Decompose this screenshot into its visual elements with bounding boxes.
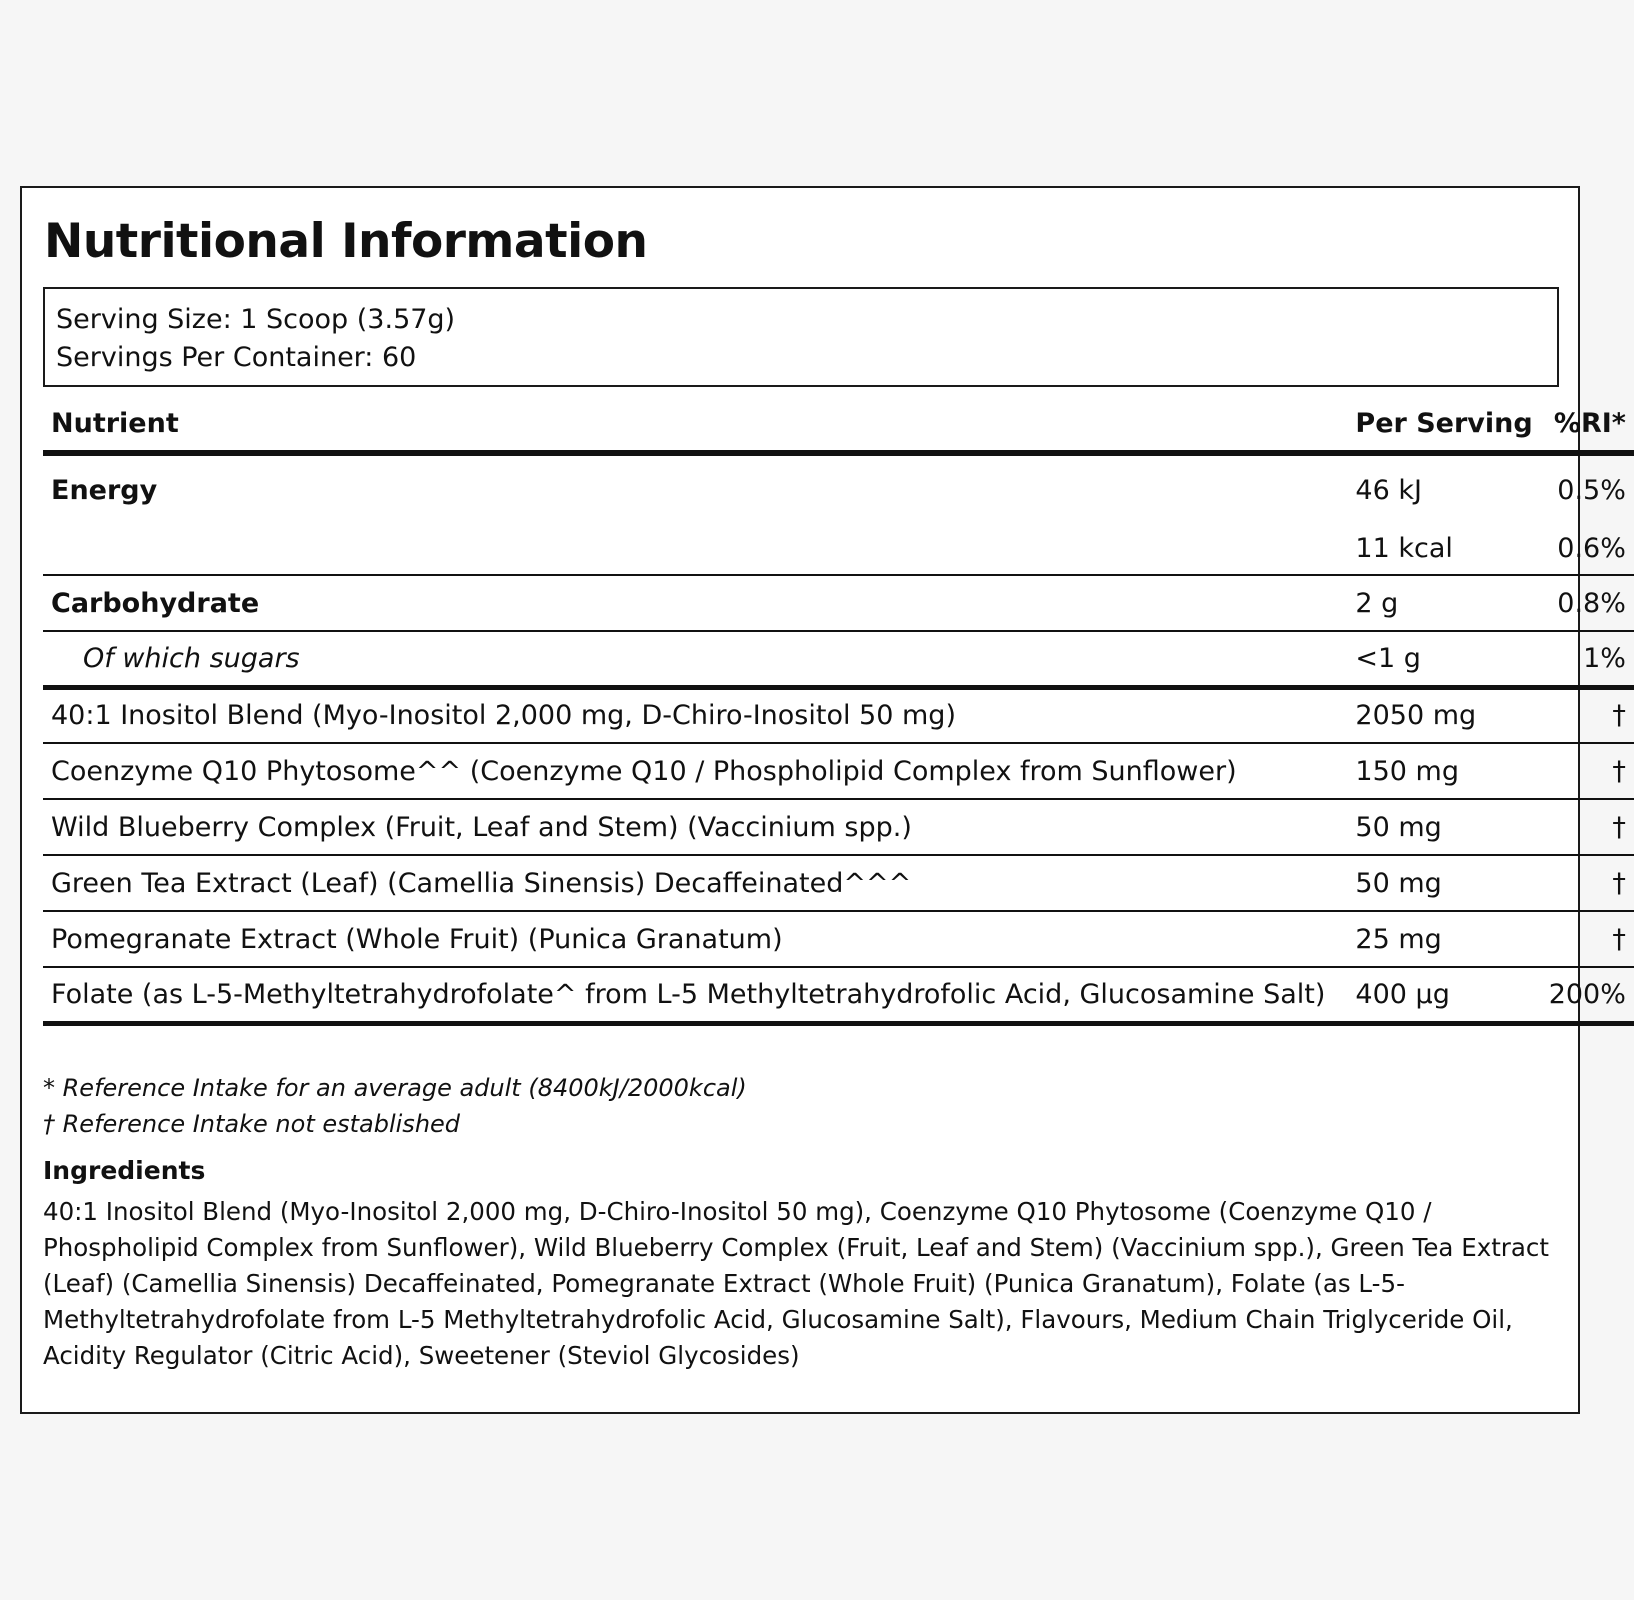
- ingredient-value: 150 mg: [1355, 755, 1459, 787]
- ingredient-ri: †: [1612, 923, 1626, 955]
- nutrition-panel: [20, 186, 1626, 1414]
- energy-kcal-value: 11 kcal: [1355, 533, 1453, 564]
- ingredient-label: Folate (as L-5-Methyltetrahydrofolate^ from L-5 Methyltetrahydrofolic Acid, Glucosamine Salt): [51, 978, 1326, 1010]
- header-nutrient: Nutrient: [51, 408, 179, 439]
- sugars-ri: 1%: [1583, 642, 1626, 674]
- serving-size: Serving Size: 1 Scoop (3.57g): [56, 304, 456, 335]
- footnote-dagger: † Reference Intake not established: [43, 1110, 461, 1138]
- table-row: [43, 687, 1634, 743]
- energy-kj-value: 46 kJ: [1355, 475, 1422, 506]
- ingredient-value: 50 mg: [1355, 811, 1442, 843]
- energy-kcal-ri: 0.6%: [1557, 533, 1626, 564]
- footnote-ri: * Reference Intake for an average adult (8400kJ/2000kcal): [43, 1074, 747, 1102]
- ingredient-label: Pomegranate Extract (Whole Fruit) (Punica Granatum): [51, 923, 783, 955]
- serving-info-box: [43, 287, 1559, 387]
- ingredient-value: 2050 mg: [1355, 700, 1477, 732]
- footnotes: [43, 1070, 747, 1142]
- ingredients-text: 40:1 Inositol Blend (Myo-Inositol 2,000 mg, D-Chiro-Inositol 50 mg), Coenzyme Q10 Phytosome (Coenzyme Q10 / Phospholipid Complex from Sunflower), Wild Blueberry Complex (Fruit, Leaf and Stem) (Vaccinium spp.), Green Tea Extract (Leaf) (Camellia Sinensis) Decaffeinated, Pomegranate Extract (Whole Fruit) (Punica Granatum), Folate (as L-5-Methyltetrahydrofolate from L-5 Methyltetrahydrofolic Acid, Glucosamine Salt), Flavours, Medium Chain Triglyceride Oil, Acidity Regulator (Citric Acid), Sweetener (Steviol Glycosides): [43, 1197, 1549, 1370]
- energy-label: Energy: [51, 475, 158, 506]
- ingredient-ri: †: [1612, 867, 1626, 899]
- table-row: [43, 743, 1634, 799]
- ingredient-label: Wild Blueberry Complex (Fruit, Leaf and Stem) (Vaccinium spp.): [51, 811, 912, 843]
- carbohydrate-label: Carbohydrate: [51, 587, 260, 619]
- ingredient-value: 400 µg: [1355, 978, 1450, 1010]
- ingredient-ri: †: [1612, 700, 1626, 732]
- ingredient-ri: †: [1612, 755, 1626, 787]
- ingredient-label: Coenzyme Q10 Phytosome^^ (Coenzyme Q10 / Phospholipid Complex from Sunflower): [51, 755, 1237, 787]
- sugars-label: Of which sugars: [83, 642, 300, 674]
- header-per-serving: Per Serving: [1355, 408, 1533, 439]
- carbohydrate-ri: 0.8%: [1557, 587, 1626, 619]
- energy-kcal-label: [43, 523, 1333, 575]
- page-title: Nutritional Information: [44, 214, 648, 269]
- energy-row-kj: [43, 453, 1634, 523]
- table-row: [43, 799, 1634, 855]
- table-header-row: [43, 397, 1634, 453]
- nutrition-table: [43, 397, 1634, 1026]
- ingredient-label: Green Tea Extract (Leaf) (Camellia Sinensis) Decaffeinated^^^: [51, 867, 912, 899]
- sugars-row: [43, 631, 1634, 687]
- table-row: [43, 967, 1634, 1023]
- carbohydrate-value: 2 g: [1355, 587, 1399, 619]
- sugars-value: <1 g: [1355, 642, 1421, 674]
- ingredient-ri: †: [1612, 811, 1626, 843]
- table-row: [43, 911, 1634, 967]
- ingredient-value: 50 mg: [1355, 867, 1442, 899]
- table-row: [43, 855, 1634, 911]
- ingredients-heading: Ingredients: [43, 1156, 206, 1185]
- header-ri: %RI*: [1553, 408, 1626, 439]
- ingredient-value: 25 mg: [1355, 923, 1442, 955]
- ingredient-ri: 200%: [1548, 978, 1626, 1010]
- energy-row-kcal: [43, 523, 1634, 575]
- energy-kj-ri: 0.5%: [1557, 475, 1626, 506]
- ingredient-label: 40:1 Inositol Blend (Myo-Inositol 2,000 mg, D-Chiro-Inositol 50 mg): [51, 700, 956, 732]
- servings-per-container: Servings Per Container: 60: [56, 342, 417, 373]
- carbohydrate-row: [43, 575, 1634, 631]
